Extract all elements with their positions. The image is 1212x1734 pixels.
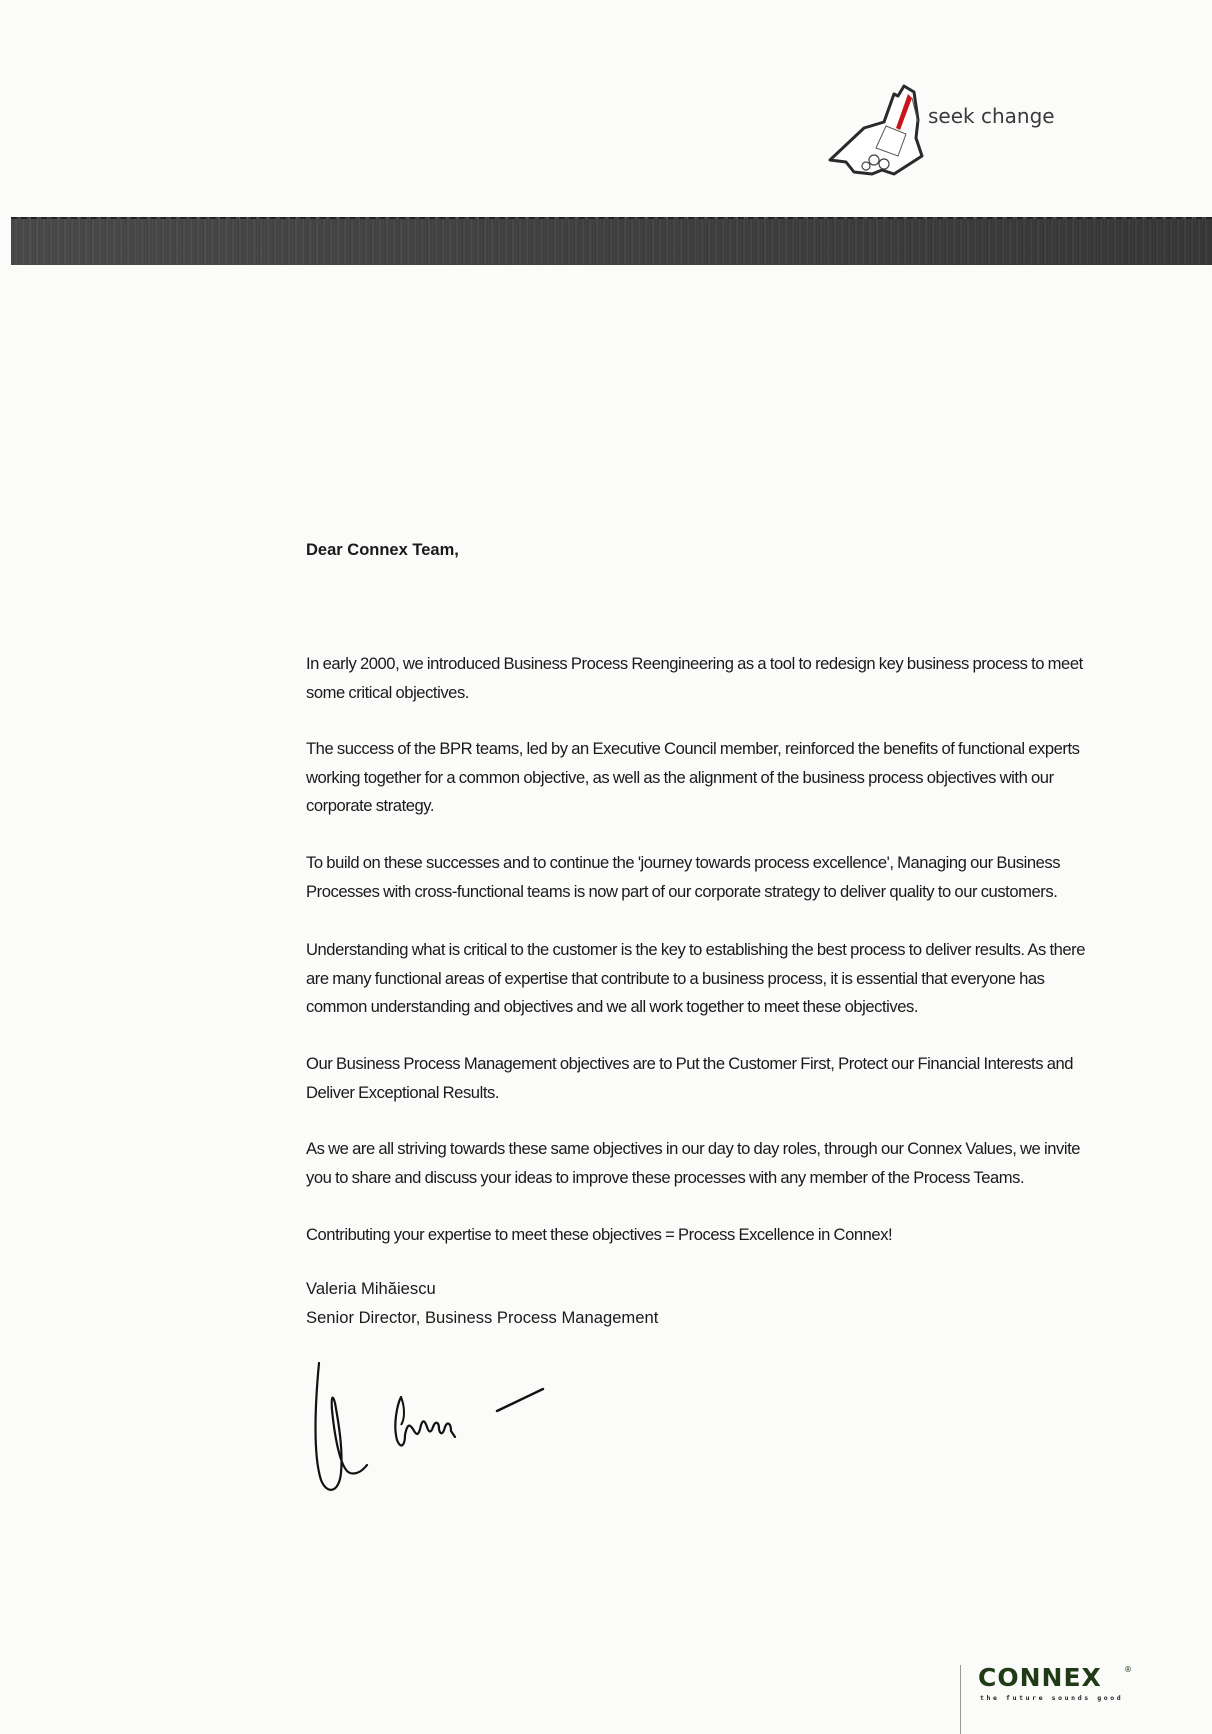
- seek-change-logo: [826, 82, 1066, 178]
- tagline: seek change: [928, 104, 1055, 128]
- letter-paragraph: To build on these successes and to continue the 'journey towards process excellence', Managing our Business Processes with cross-functional teams is now part of our corporate strategy to deliver quality to our customers.: [306, 853, 1061, 901]
- space-shuttle-icon: [826, 82, 936, 178]
- letter-paragraph: As we are all striving towards these same objectives in our day to day roles, through our Connex Values, we invite you to share and discuss your ideas to improve these processes with any member of the Process Teams.: [306, 1139, 1081, 1187]
- handwritten-signature: [305, 1355, 545, 1510]
- letter-paragraph: Contributing your expertise to meet these objectives = Process Excellence in Connex!: [306, 1225, 893, 1244]
- brand-tagline: the future sounds good: [980, 1694, 1124, 1702]
- letter-paragraph: In early 2000, we introduced Business Process Reengineering as a tool to redesign key business process to meet some critical objectives.: [306, 654, 1083, 702]
- letter-paragraph: Understanding what is critical to the customer is the key to establishing the best process to deliver results. As there are many functional areas of expertise that contribute to a business process, it is essential that everyone has common understanding and objectives and we all work together to meet these objectives.: [306, 940, 1086, 1016]
- registered-mark: ®: [1124, 1665, 1132, 1674]
- connex-logo: CONNEX: [978, 1663, 1102, 1692]
- salutation: Dear Connex Team,: [306, 541, 459, 559]
- signatory-name: Valeria Mihăiescu: [306, 1279, 436, 1298]
- letter-paragraph: The success of the BPR teams, led by an Executive Council member, reinforced the benefits of functional experts working together for a common objective, as well as the alignment of the business process objectives with our corporate strategy.: [306, 739, 1080, 815]
- letter-paragraph: Our Business Process Management objectives are to Put the Customer First, Protect our Financial Interests and Deliver Exceptional Results.: [306, 1054, 1074, 1102]
- signatory-title: Senior Director, Business Process Management: [306, 1308, 659, 1327]
- footer-divider: [960, 1665, 961, 1734]
- header-band-divider: [11, 217, 1212, 265]
